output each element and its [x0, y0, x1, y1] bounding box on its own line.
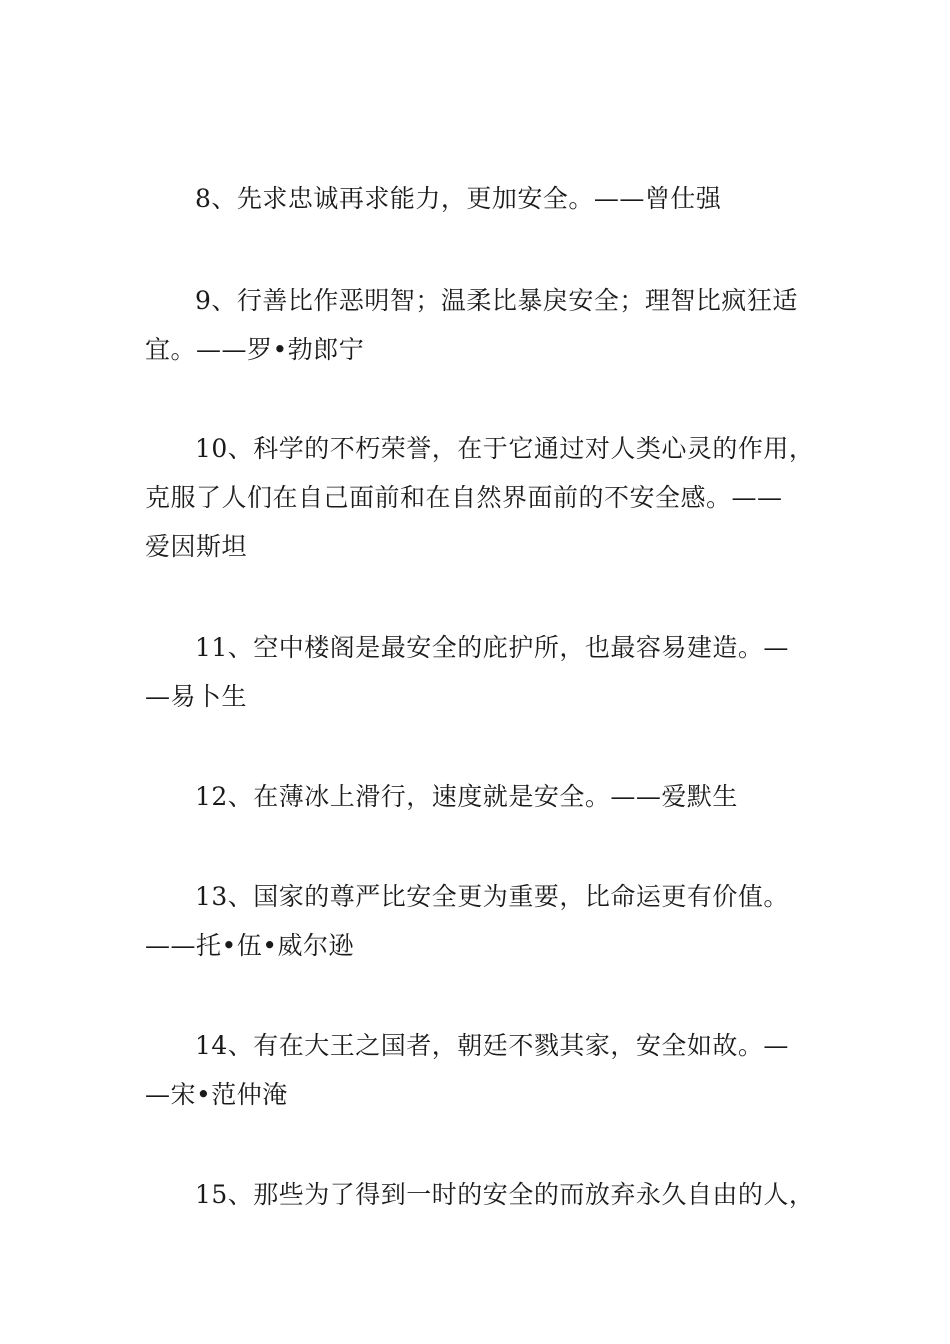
quote-15 [145, 1170, 825, 1219]
quote-8 [145, 174, 825, 223]
quote-11 [145, 623, 825, 721]
quote-line: 爱因斯坦 [145, 532, 248, 561]
quote-line: 8、先求忠诚再求能力，更加安全。——曾仕强 [195, 184, 722, 213]
quote-9 [145, 276, 825, 374]
quote-12 [145, 772, 825, 821]
quote-line: 宜。——罗•勃郎宁 [145, 335, 365, 364]
quote-line: 13、国家的尊严比安全更为重要，比命运更有价值。 [195, 882, 789, 911]
quote-line: ——托•伍•威尔逊 [145, 931, 354, 960]
quote-line: 克服了人们在自己面前和在自然界面前的不安全感。—— [145, 483, 783, 512]
quote-line: —宋•范仲淹 [145, 1080, 288, 1109]
quote-line: 12、在薄冰上滑行，速度就是安全。——爱默生 [195, 782, 738, 811]
quote-line: 14、有在大王之国者，朝廷不戮其家，安全如故。— [195, 1031, 789, 1060]
quote-line: 9、行善比作恶明智；温柔比暴戾安全；理智比疯狂适 [195, 286, 798, 315]
quote-14 [145, 1021, 825, 1119]
quote-line: —易卜生 [145, 682, 248, 711]
quote-line: 15、那些为了得到一时的安全的而放弃永久自由的人， [195, 1180, 815, 1209]
quote-10 [145, 424, 825, 571]
quote-line: 10、科学的不朽荣誉，在于它通过对人类心灵的作用， [195, 434, 815, 463]
quote-13 [145, 872, 825, 970]
quote-line: 11、空中楼阁是最安全的庇护所，也最容易建造。— [195, 633, 789, 662]
